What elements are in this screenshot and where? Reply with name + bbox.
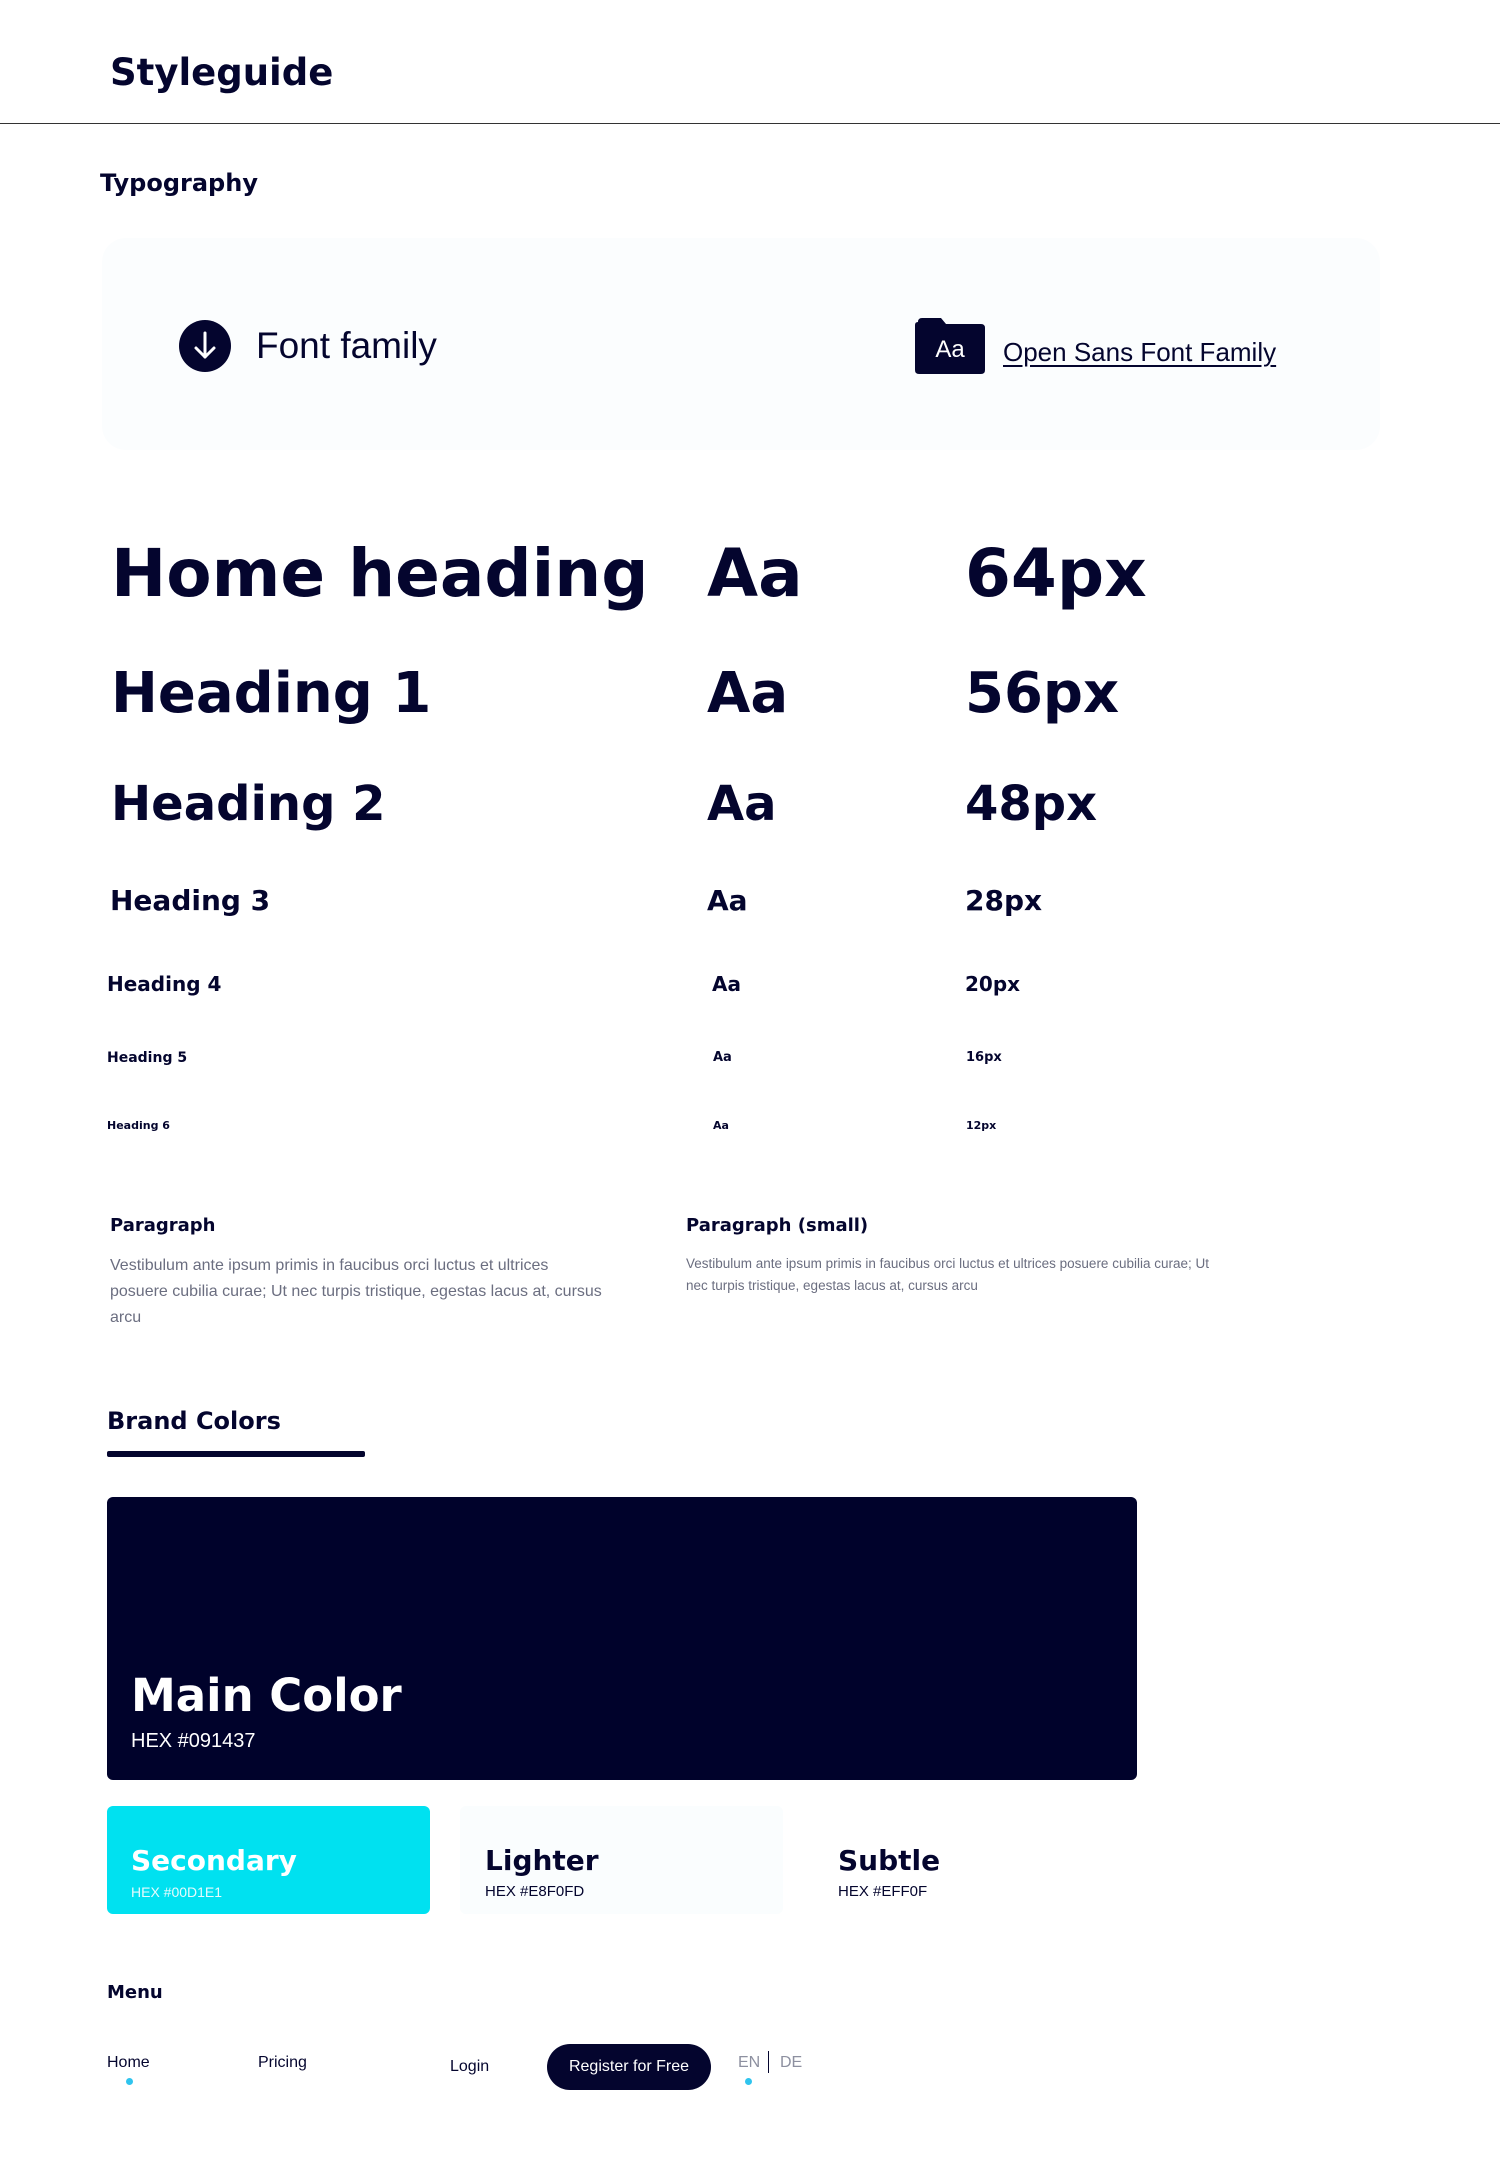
brand-colors-title: Brand Colors [107,1407,281,1435]
page-title: Styleguide [110,51,334,94]
heading-4-size: 20px [965,972,1021,996]
heading-4-name: Heading 4 [107,972,222,996]
heading-2-name: Heading 2 [111,776,386,832]
paragraph-body: Vestibulum ante ipsum primis in faucibus orci luctus et ultrices posuere cubilia curae; Ut nec turpis tristique, egestas lacus at, cursus arcu [110,1257,602,1326]
home-heading-name: Home heading [111,535,649,612]
heading-1-name: Heading 1 [111,661,432,726]
menu-title: Menu [107,1982,163,2003]
heading-3-size: 28px [965,884,1043,917]
brand-colors-underline [107,1451,365,1457]
subtle-color-name: Subtle [838,1844,941,1877]
home-active-indicator [126,2078,133,2085]
heading-1-size: 56px [965,661,1120,726]
heading-6-name: Heading 6 [107,1119,170,1132]
menu-item-login[interactable]: Login [450,2058,490,2075]
heading-3-sample: Aa [707,884,748,917]
language-en[interactable]: EN [738,2054,761,2071]
open-sans-font-family-link[interactable]: Open Sans Font Family [1003,337,1277,367]
subtle-color-hex: HEX #EFF0F [838,1883,928,1900]
main-color-swatch [107,1497,1137,1780]
menu-item-pricing[interactable]: Pricing [258,2054,307,2071]
heading-5-sample: Aa [713,1050,732,1065]
main-color-name: Main Color [131,1669,402,1722]
language-separator [768,2051,769,2073]
lighter-color-name: Lighter [485,1844,599,1877]
register-for-free-button[interactable]: Register for Free [547,2044,711,2090]
heading-5-name: Heading 5 [107,1050,188,1066]
heading-6-size: 12px [966,1119,997,1132]
en-active-indicator [745,2078,752,2085]
heading-3-name: Heading 3 [110,884,271,917]
download-arrow-icon[interactable] [179,320,231,372]
heading-1-sample: Aa [707,661,789,726]
folder-badge-text: Aa [935,336,965,363]
heading-2-sample: Aa [707,776,777,832]
paragraph-small-body: Vestibulum ante ipsum primis in faucibus orci luctus et ultrices posuere cubilia curae; Ut nec turpis tristique, egestas lacus at, cursus arcu [686,1256,1209,1293]
heading-5-size: 16px [966,1050,1002,1065]
secondary-color-name: Secondary [131,1844,297,1877]
paragraph-title: Paragraph [110,1215,216,1236]
paragraph-small-title: Paragraph (small) [686,1215,869,1236]
home-heading-sample: Aa [707,535,803,612]
home-heading-size: 64px [965,535,1147,612]
menu-item-home[interactable]: Home [107,2054,150,2071]
heading-6-sample: Aa [713,1119,729,1132]
main-color-hex: HEX #091437 [131,1730,256,1752]
heading-2-size: 48px [965,776,1098,832]
secondary-color-hex: HEX #00D1E1 [131,1884,223,1900]
font-family-label: Font family [256,325,437,366]
lighter-color-hex: HEX #E8F0FD [485,1883,585,1900]
language-de[interactable]: DE [780,2054,803,2071]
heading-4-sample: Aa [712,972,741,996]
header-divider [0,123,1500,124]
typography-section-title: Typography [100,169,258,197]
